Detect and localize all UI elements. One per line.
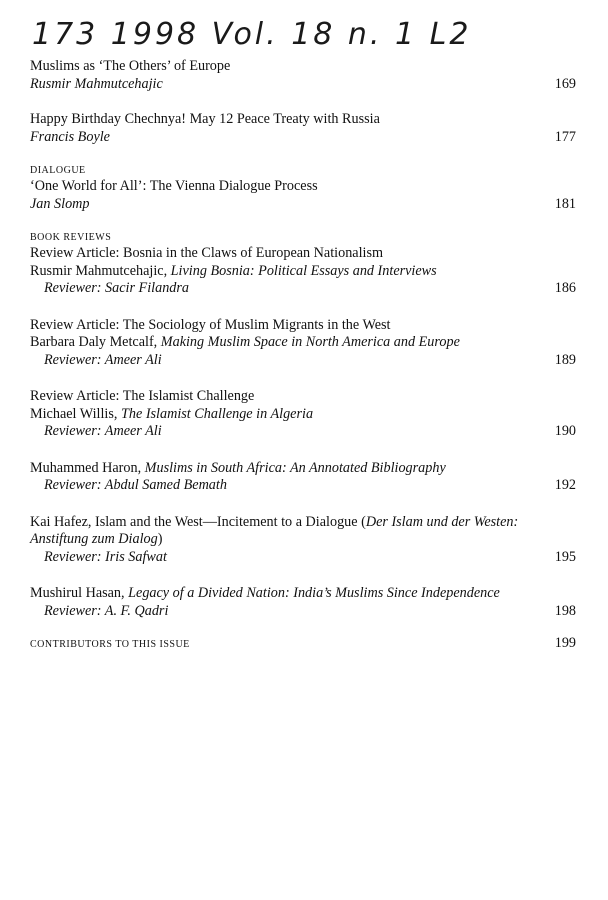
entry-title: Muslims as ‘The Others’ of Europe	[30, 58, 231, 74]
entry-book	[30, 514, 530, 549]
book-title: Der Islam und der Westen: Anstiftung zum Dialog	[30, 513, 519, 547]
handwritten-note-text: 173 1998 Vol. 18 n. 1 L2	[32, 17, 472, 52]
section-heading: BOOK REVIEWS	[30, 232, 112, 243]
entry-book	[30, 263, 576, 281]
entry-title: Review Article: The Sociology of Muslim Migrants in the West	[30, 316, 391, 333]
entry-reviewer: Reviewer: A. F. Qadri	[44, 602, 169, 619]
entry-page-number: 190	[554, 423, 576, 439]
entry-page-number: 186	[554, 280, 576, 296]
entry-title: ‘One World for All’: The Vienna Dialogue Process	[30, 178, 318, 194]
entry-author: Rusmir Mahmutcehajic	[30, 75, 163, 92]
handwritten-note	[30, 10, 500, 56]
section-heading: CONTRIBUTORS TO THIS ISSUE	[30, 639, 190, 650]
book-title: Legacy of a Divided Nation: India’s Muslims Since Independence	[128, 585, 500, 601]
section-heading: DIALOGUE	[30, 165, 86, 176]
book-title: Muslims in South Africa: An Annotated Bibliography	[144, 459, 446, 476]
toc-entry	[30, 460, 576, 495]
entry-author: Jan Slomp	[30, 195, 90, 212]
book-title: Living Bosnia: Political Essays and Interviews	[170, 262, 437, 279]
book-author: Mushirul Hasan,	[30, 585, 129, 601]
book-author: Muhammed Haron,	[30, 459, 145, 476]
toc-entry	[30, 164, 576, 213]
book-author: Michael Willis,	[30, 405, 121, 422]
entry-page-number: 198	[554, 602, 576, 619]
entry-author: Francis Boyle	[30, 128, 110, 145]
toc-entry	[30, 317, 576, 370]
toc-entry	[30, 585, 576, 620]
entry-reviewer: Reviewer: Ameer Ali	[44, 423, 162, 439]
entry-reviewer: Reviewer: Abdul Samed Bemath	[44, 477, 227, 493]
toc-entry	[30, 58, 576, 93]
book-after: )	[157, 531, 163, 547]
entry-book	[30, 334, 576, 352]
entry-page-number: 181	[554, 195, 576, 212]
toc-entry	[30, 388, 576, 441]
toc-entry	[30, 231, 576, 298]
toc-entry	[30, 514, 576, 567]
entry-title: Happy Birthday Chechnya! May 12 Peace Treaty with Russia	[30, 111, 380, 127]
book-title: The Islamist Challenge in Algeria	[120, 405, 314, 422]
book-author: Barbara Daly Metcalf,	[30, 334, 161, 350]
entry-page-number: 169	[554, 75, 576, 92]
entry-reviewer: Reviewer: Iris Safwat	[44, 548, 167, 565]
book-author: Rusmir Mahmutcehajic,	[30, 262, 171, 279]
entry-book	[30, 460, 576, 478]
table-of-contents	[30, 58, 576, 652]
book-author: Kai Hafez, Islam and the West—Incitement to a Dialogue (	[30, 513, 366, 530]
entry-page-number: 189	[554, 351, 576, 368]
entry-reviewer: Reviewer: Sacir Filandra	[44, 280, 189, 296]
entry-reviewer: Reviewer: Ameer Ali	[44, 351, 162, 368]
book-title: Making Muslim Space in North America and Europe	[160, 334, 460, 350]
toc-entry	[30, 634, 576, 652]
entry-book	[30, 585, 576, 603]
entry-title: Review Article: The Islamist Challenge	[30, 388, 255, 404]
entry-page-number: 199	[554, 634, 576, 651]
entry-title: Review Article: Bosnia in the Claws of European Nationalism	[30, 245, 384, 261]
entry-book	[30, 406, 576, 424]
entry-page-number: 195	[554, 548, 576, 565]
entry-page-number: 177	[554, 128, 576, 145]
toc-entry	[30, 111, 576, 146]
entry-page-number: 192	[554, 477, 576, 493]
